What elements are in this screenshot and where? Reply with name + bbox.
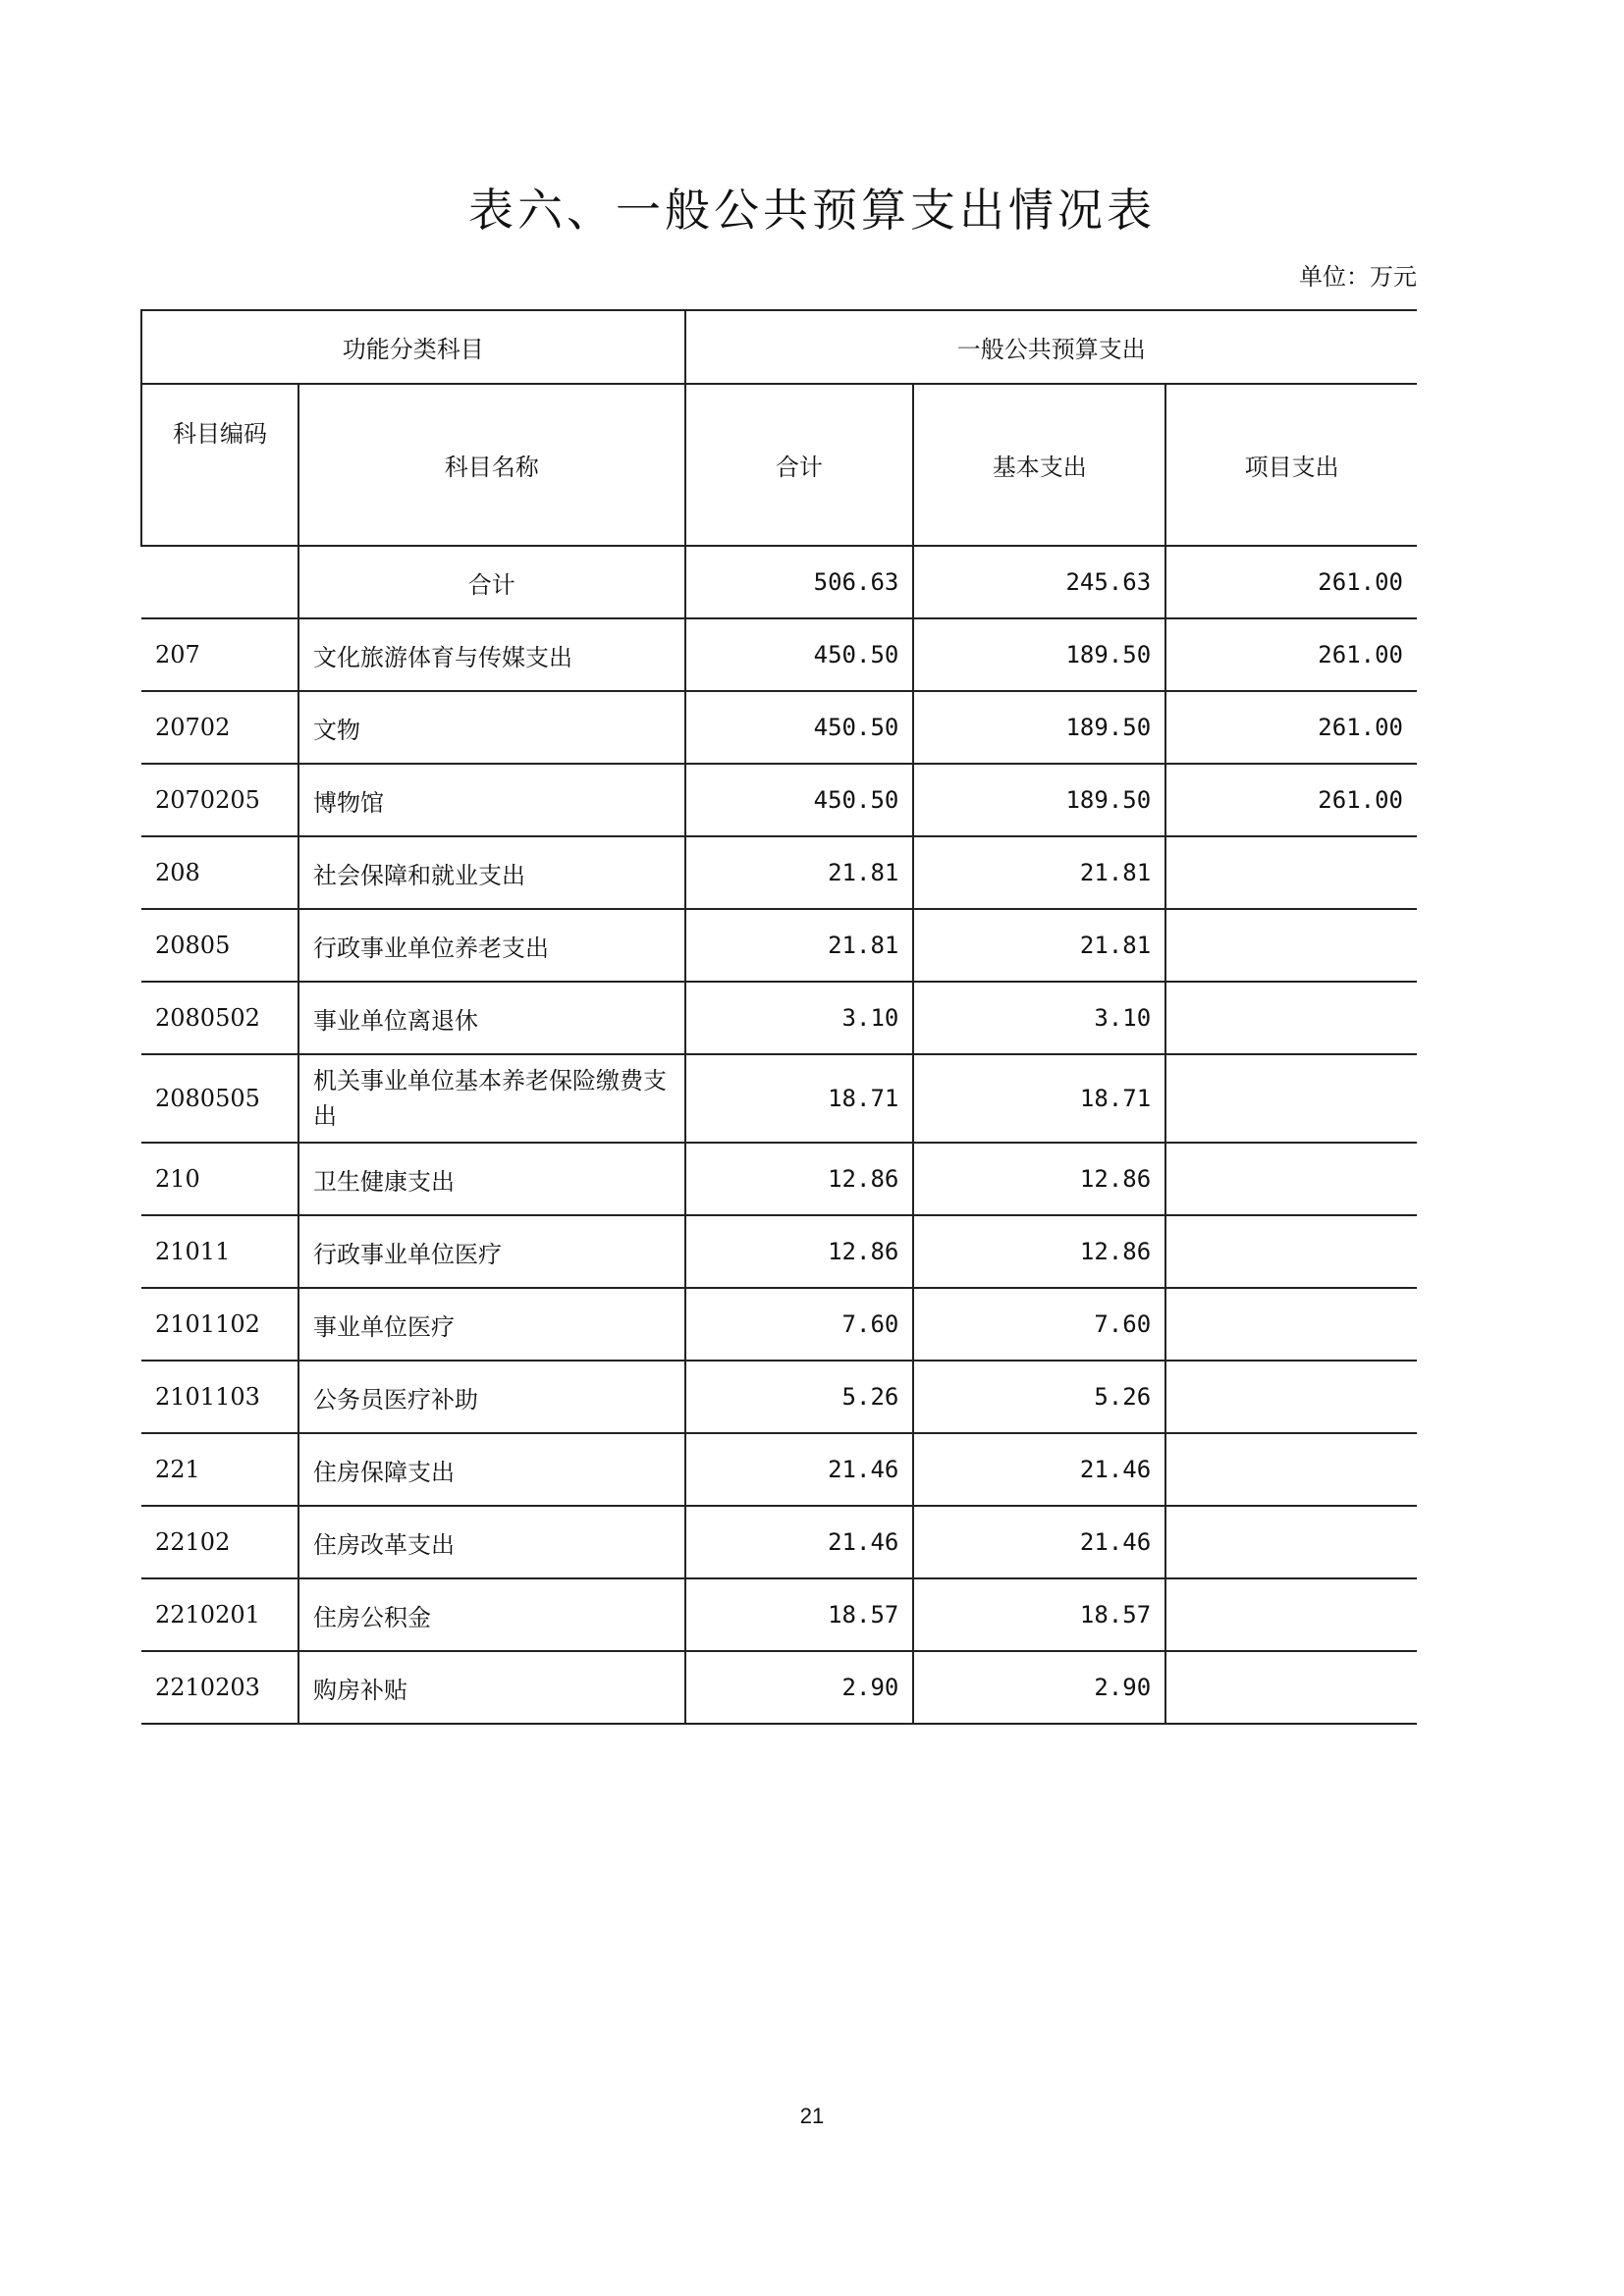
row-total: 21.46	[685, 1433, 914, 1506]
row-code: 21011	[141, 1215, 298, 1288]
header-functional-classification: 功能分类科目	[141, 310, 685, 384]
table-row	[141, 1054, 1417, 1143]
row-total: 2.90	[685, 1651, 914, 1724]
row-project	[1165, 909, 1417, 982]
header-name: 科目名称	[298, 384, 685, 546]
budget-table	[140, 309, 1417, 1725]
summary-code	[141, 546, 298, 618]
row-name: 行政事业单位养老支出	[298, 909, 685, 982]
row-code: 2070205	[141, 764, 298, 836]
row-basic: 189.50	[913, 764, 1165, 836]
row-project: 261.00	[1165, 618, 1417, 691]
row-total: 21.81	[685, 836, 914, 909]
row-project	[1165, 1288, 1417, 1361]
table-row	[141, 1361, 1417, 1433]
table-row	[141, 691, 1417, 764]
row-basic: 189.50	[913, 691, 1165, 764]
row-total: 21.81	[685, 909, 914, 982]
table-row	[141, 1215, 1417, 1288]
row-project	[1165, 1054, 1417, 1143]
row-project	[1165, 1651, 1417, 1724]
row-total: 12.86	[685, 1215, 914, 1288]
row-total: 5.26	[685, 1361, 914, 1433]
table-row	[141, 618, 1417, 691]
row-total: 7.60	[685, 1288, 914, 1361]
header-general-budget-expenditure: 一般公共预算支出	[685, 310, 1418, 384]
row-basic: 21.81	[913, 836, 1165, 909]
row-basic: 7.60	[913, 1288, 1165, 1361]
table-row	[141, 1433, 1417, 1506]
row-code: 2080505	[141, 1054, 298, 1143]
row-basic: 12.86	[913, 1215, 1165, 1288]
row-code: 2210203	[141, 1651, 298, 1724]
row-code: 2080502	[141, 982, 298, 1054]
row-total: 450.50	[685, 764, 914, 836]
table-row	[141, 909, 1417, 982]
row-basic: 21.46	[913, 1433, 1165, 1506]
row-code: 210	[141, 1143, 298, 1215]
row-project: 261.00	[1165, 691, 1417, 764]
row-total: 18.71	[685, 1054, 914, 1143]
summary-row	[141, 546, 1417, 618]
row-name: 购房补贴	[298, 1651, 685, 1724]
header-row-group	[141, 310, 1417, 384]
header-project: 项目支出	[1165, 384, 1417, 546]
row-code: 2101103	[141, 1361, 298, 1433]
table-row	[141, 1143, 1417, 1215]
row-project	[1165, 1215, 1417, 1288]
row-name: 事业单位离退休	[298, 982, 685, 1054]
row-code: 2210201	[141, 1578, 298, 1651]
row-name: 行政事业单位医疗	[298, 1215, 685, 1288]
table-row	[141, 1578, 1417, 1651]
row-project	[1165, 1433, 1417, 1506]
row-basic: 189.50	[913, 618, 1165, 691]
row-basic: 3.10	[913, 982, 1165, 1054]
row-project	[1165, 1361, 1417, 1433]
row-name: 文化旅游体育与传媒支出	[298, 618, 685, 691]
row-code: 207	[141, 618, 298, 691]
table-row	[141, 836, 1417, 909]
row-name: 机关事业单位基本养老保险缴费支出	[298, 1054, 685, 1143]
row-basic: 21.46	[913, 1506, 1165, 1578]
row-name: 社会保障和就业支出	[298, 836, 685, 909]
summary-basic: 245.63	[913, 546, 1165, 618]
summary-total: 506.63	[685, 546, 914, 618]
row-basic: 12.86	[913, 1143, 1165, 1215]
row-name: 住房保障支出	[298, 1433, 685, 1506]
unit-label: 单位：万元	[1299, 263, 1417, 291]
row-basic: 18.71	[913, 1054, 1165, 1143]
row-project	[1165, 1506, 1417, 1578]
row-total: 18.57	[685, 1578, 914, 1651]
page-title: 表六、一般公共预算支出情况表	[468, 184, 1156, 237]
row-code: 20805	[141, 909, 298, 982]
row-name: 公务员医疗补助	[298, 1361, 685, 1433]
row-project: 261.00	[1165, 764, 1417, 836]
row-name: 卫生健康支出	[298, 1143, 685, 1215]
row-name: 博物馆	[298, 764, 685, 836]
row-name: 住房改革支出	[298, 1506, 685, 1578]
row-total: 450.50	[685, 691, 914, 764]
row-project	[1165, 836, 1417, 909]
row-basic: 18.57	[913, 1578, 1165, 1651]
row-code: 22102	[141, 1506, 298, 1578]
row-project	[1165, 1578, 1417, 1651]
header-basic: 基本支出	[913, 384, 1165, 546]
row-name: 事业单位医疗	[298, 1288, 685, 1361]
table-row	[141, 764, 1417, 836]
table-row	[141, 982, 1417, 1054]
header-row-columns	[141, 384, 1417, 546]
header-code: 科目编码	[141, 384, 298, 546]
row-basic: 2.90	[913, 1651, 1165, 1724]
summary-project: 261.00	[1165, 546, 1417, 618]
page-number: 21	[799, 2104, 825, 2128]
row-name: 住房公积金	[298, 1578, 685, 1651]
row-basic: 5.26	[913, 1361, 1165, 1433]
header-total: 合计	[685, 384, 914, 546]
row-project	[1165, 1143, 1417, 1215]
row-basic: 21.81	[913, 909, 1165, 982]
row-total: 12.86	[685, 1143, 914, 1215]
row-total: 21.46	[685, 1506, 914, 1578]
row-total: 450.50	[685, 618, 914, 691]
row-code: 20702	[141, 691, 298, 764]
row-code: 2101102	[141, 1288, 298, 1361]
row-code: 221	[141, 1433, 298, 1506]
table-row	[141, 1651, 1417, 1724]
table-row	[141, 1288, 1417, 1361]
summary-label: 合计	[298, 546, 685, 618]
row-name: 文物	[298, 691, 685, 764]
row-total: 3.10	[685, 982, 914, 1054]
row-code: 208	[141, 836, 298, 909]
table-row	[141, 1506, 1417, 1578]
row-project	[1165, 982, 1417, 1054]
table-body	[141, 618, 1417, 1724]
